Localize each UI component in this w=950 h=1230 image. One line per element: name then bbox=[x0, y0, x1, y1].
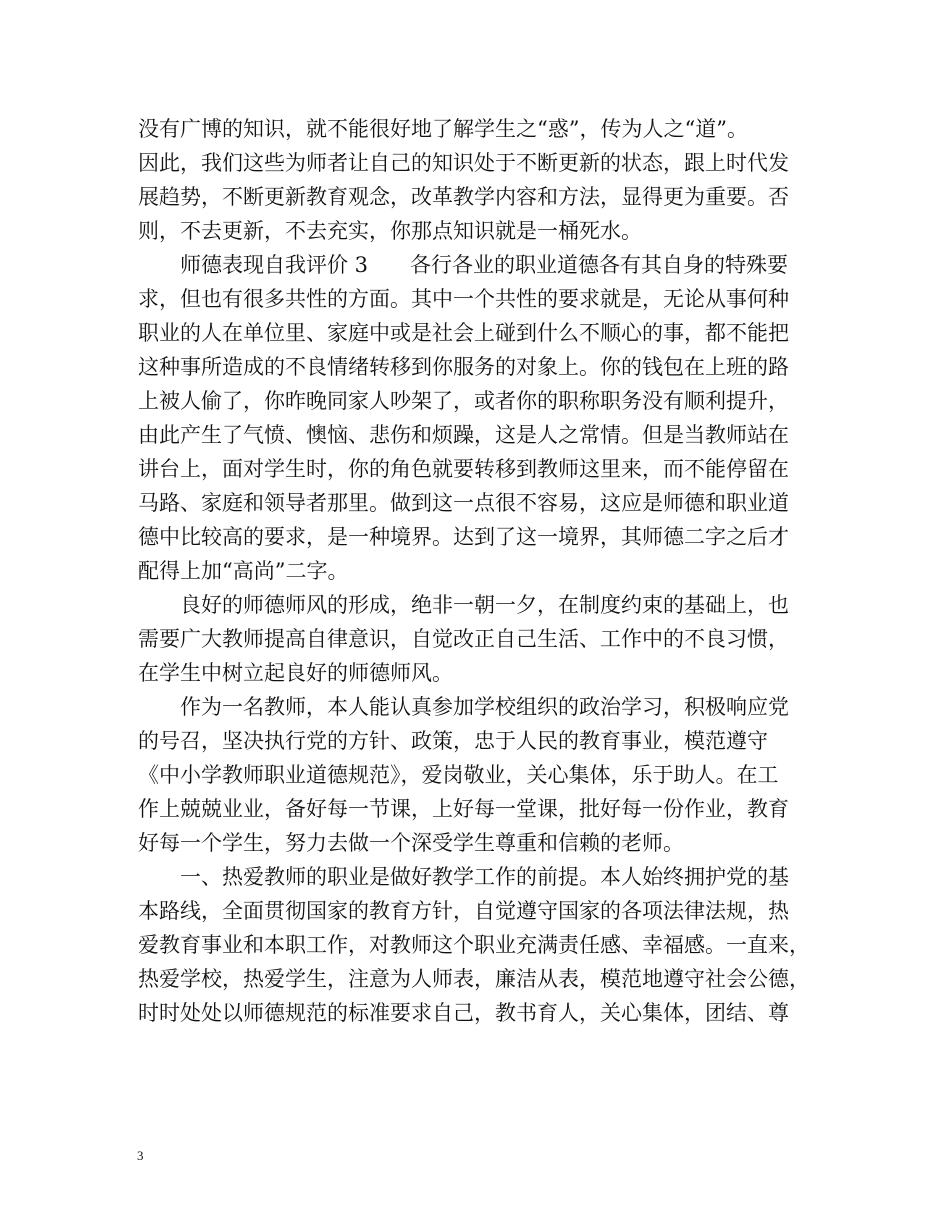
text-line: 需要广大教师提高自律意识，自觉改正自己生活、工作中的不良习惯， bbox=[138, 627, 789, 651]
text-line: 好每一个学生，努力去做一个深受学生尊重和信赖的老师。 bbox=[138, 831, 684, 855]
text-line: 马路、家庭和领导者那里。做到这一点很不容易，这应是师德和职业道 bbox=[138, 491, 789, 515]
text-line: 这种事所造成的不良情绪转移到你服务的对象上。你的钱包在上班的路 bbox=[138, 355, 789, 379]
text-line: 求，但也有很多共性的方面。其中一个共性的要求就是，无论从事何种 bbox=[138, 287, 789, 311]
text-line: 热爱学校，热爱学生，注意为人师表，廉洁从表，模范地遵守社会公德， bbox=[138, 967, 810, 991]
page-number: 3 bbox=[137, 1148, 144, 1163]
text-line: 的号召，坚决执行党的方针、政策，忠于人民的教育事业，模范遵守 bbox=[138, 729, 768, 753]
text-line: 因此，我们这些为师者让自己的知识处于不断更新的状态，跟上时代发 bbox=[138, 151, 789, 175]
text-line: 作上兢兢业业，备好每一节课，上好每一堂课，批好每一份作业，教育 bbox=[138, 797, 789, 821]
text-line: 展趋势，不断更新教育观念，改革教学内容和方法，显得更为重要。否 bbox=[138, 185, 789, 209]
text-line: 没有广博的知识，就不能很好地了解学生之“惑”，传为人之“道”。 bbox=[138, 117, 748, 141]
text-line: 《中小学教师职业道德规范》，爱岗敬业，关心集体，乐于助人。在工 bbox=[138, 763, 779, 787]
text-line: 时时处处以师德规范的标准要求自己，教书育人，关心集体，团结、尊 bbox=[138, 1001, 789, 1025]
text-line: 由此产生了气愤、懊恼、悲伤和烦躁，这是人之常情。但是当教师站在 bbox=[138, 423, 789, 447]
text-line: 上被人偷了，你昨晚同家人吵架了，或者你的职称职务没有顺利提升， bbox=[138, 389, 789, 413]
text-line: 职业的人在单位里、家庭中或是社会上碰到什么不顺心的事，都不能把 bbox=[138, 321, 789, 345]
text-line: 爱教育事业和本职工作，对教师这个职业充满责任感、幸福感。一直来， bbox=[138, 933, 810, 957]
text-line: 德中比较高的要求，是一种境界。达到了这一境界，其师德二字之后才 bbox=[138, 525, 789, 549]
text-line: 讲台上，面对学生时，你的角色就要转移到教师这里来，而不能停留在 bbox=[138, 457, 789, 481]
text-line: 在学生中树立起良好的师德师风。 bbox=[138, 661, 453, 685]
text-line: 作为一名教师，本人能认真参加学校组织的政治学习，积极响应党 bbox=[138, 695, 789, 719]
text-line: 配得上加“高尚”二字。 bbox=[138, 559, 349, 583]
text-line: 师德表现自我评价 3 各行各业的职业道德各有其自身的特殊要 bbox=[138, 253, 789, 277]
text-line: 本路线，全面贯彻国家的教育方针，自觉遵守国家的各项法律法规，热 bbox=[138, 899, 789, 923]
text-line: 一、热爱教师的职业是做好教学工作的前提。本人始终拥护党的基 bbox=[138, 865, 789, 889]
text-line: 则，不去更新，不去充实，你那点知识就是一桶死水。 bbox=[138, 219, 642, 243]
text-line: 良好的师德师风的形成，绝非一朝一夕，在制度约束的基础上，也 bbox=[138, 593, 789, 617]
